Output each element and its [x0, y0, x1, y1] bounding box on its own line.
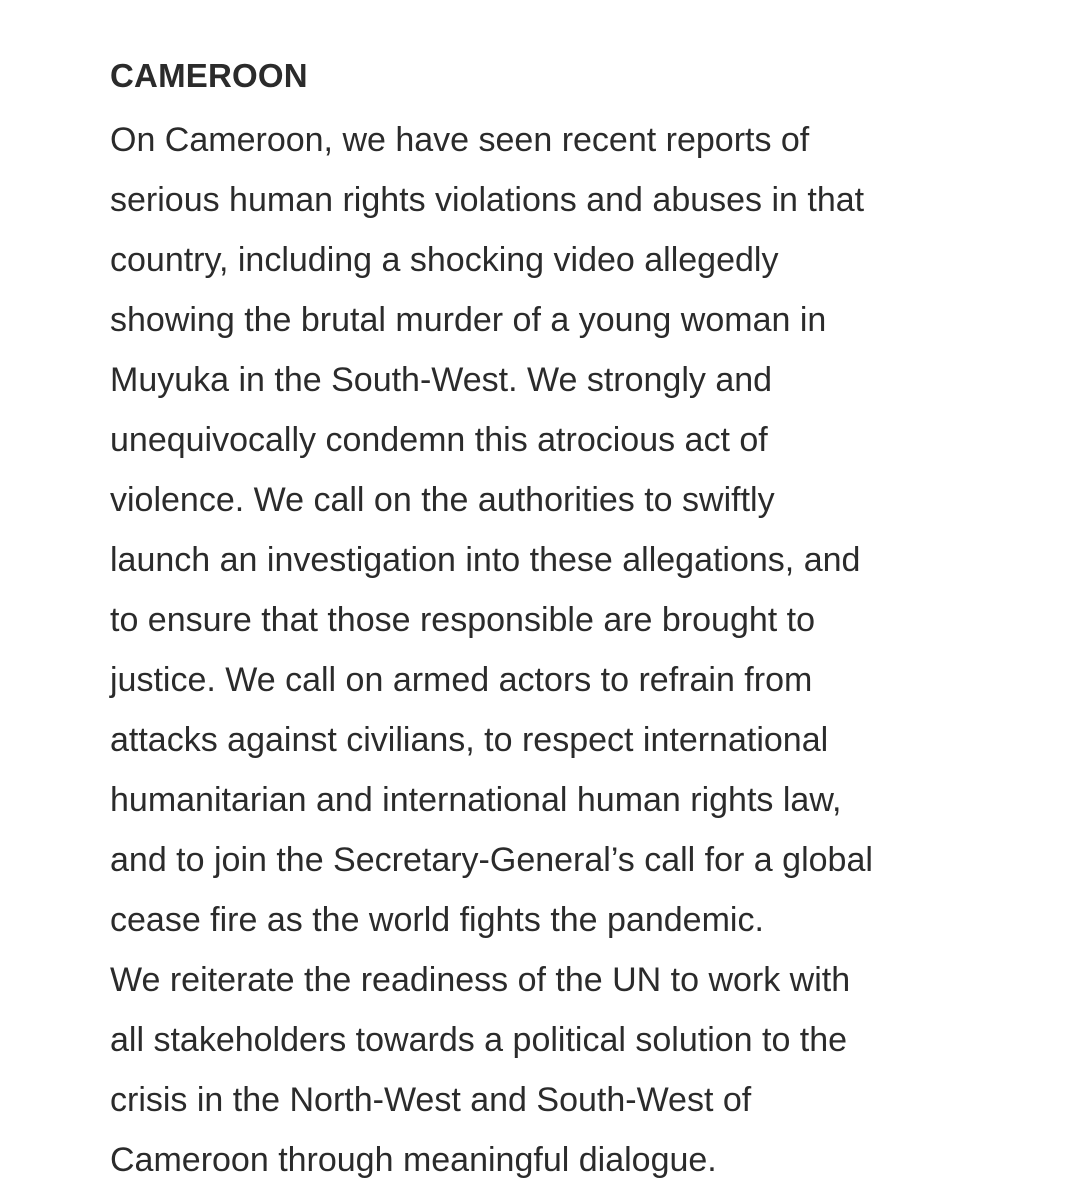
paragraph-line: Cameroon through meaningful dialogue. [110, 1141, 717, 1179]
paragraph-line: violence. We call on the authorities to swiftly [110, 481, 775, 519]
paragraph-line: On Cameroon, we have seen recent reports of [110, 121, 810, 159]
paragraph-line: launch an investigation into these allegations, and [110, 541, 861, 579]
paragraph-line: country, including a shocking video allegedly [110, 241, 779, 279]
paragraph-line: We reiterate the readiness of the UN to work with [110, 961, 851, 999]
document-body [110, 50, 1010, 1190]
section-heading: CAMEROON [110, 57, 308, 94]
paragraph-line: and to join the Secretary-General’s call for a global [110, 841, 873, 879]
paragraph-line: justice. We call on armed actors to refrain from [110, 661, 813, 699]
paragraph-line: Muyuka in the South-West. We strongly and [110, 361, 773, 399]
paragraph-line: cease fire as the world fights the pandemic. [110, 901, 764, 939]
paragraph-line: crisis in the North-West and South-West of [110, 1081, 752, 1119]
paragraph-line: all stakeholders towards a political solution to the [110, 1021, 848, 1059]
paragraph-line: unequivocally condemn this atrocious act of [110, 421, 768, 459]
paragraph-line: serious human rights violations and abuses in that [110, 181, 865, 219]
paragraph-line: humanitarian and international human rights law, [110, 781, 842, 819]
paragraph-line: to ensure that those responsible are brought to [110, 601, 816, 639]
paragraph-line: attacks against civilians, to respect international [110, 721, 829, 759]
paragraph-line: showing the brutal murder of a young woman in [110, 301, 827, 339]
